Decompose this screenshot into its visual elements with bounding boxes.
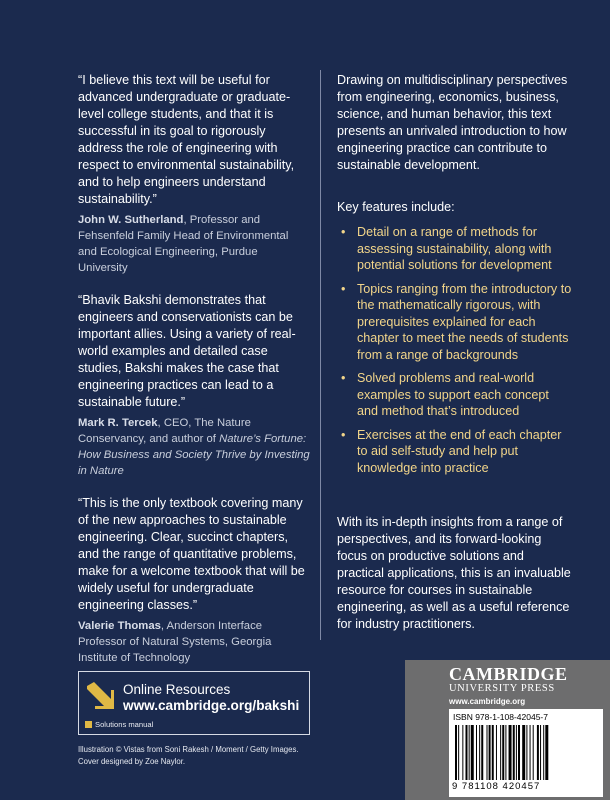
arrow-icon (85, 680, 115, 710)
design-credit: Cover designed by Zoe Naylor. (78, 757, 186, 766)
publisher-press: UNIVERSITY PRESS (449, 683, 555, 694)
bullet-icon: • (341, 427, 346, 442)
endorsement-attribution (78, 212, 310, 276)
isbn-barcode (449, 709, 603, 797)
endorser-name: John W. Sutherland (78, 214, 184, 226)
illustration-credit: Illustration © Vistas from Soni Rakesh / Moment / Getty Images. (78, 745, 299, 754)
endorsement-attribution (78, 415, 310, 479)
endorser-name: Mark R. Tercek (78, 417, 158, 429)
square-bullet-icon (85, 721, 92, 728)
endorsement-1 (78, 72, 310, 276)
online-resources-label: Online Resources (123, 682, 231, 697)
endorsements-column (78, 72, 310, 666)
solutions-manual-item: Solutions manual (85, 720, 153, 729)
publisher-name: CAMBRIDGE (449, 664, 568, 684)
bullet-icon: • (341, 371, 346, 385)
key-features-title: Key features include: (337, 200, 455, 214)
endorsement-2 (78, 292, 310, 479)
description-column (337, 72, 573, 633)
online-resources-url[interactable]: www.cambridge.org/bakshi (123, 698, 300, 713)
column-divider (320, 70, 321, 640)
feature-item: • Detail on a range of methods for assessing sustainability, along with potential solutions for development (341, 225, 552, 272)
endorser-affiliation: , Professor and Fehsenfeld Family Head of Environmental and Ecological Engineering, Purdue University (78, 214, 289, 274)
bullet-icon: • (341, 281, 346, 296)
publisher-panel (405, 660, 610, 800)
endorsement-quote: “This is the only textbook covering many of the new approaches to sustainable engineering. Clear, succinct chapters, and the range of quantitative problems, make for a welcome textbook that will be widely useful for undergraduate engineering classes.” (78, 496, 305, 612)
isbn-label: ISBN 978-1-108-42045-7 (453, 712, 548, 722)
cover-credits (78, 744, 318, 768)
bullet-icon: • (341, 225, 346, 239)
key-features-list (337, 224, 573, 476)
book-summary: With its in-depth insights from a range of perspectives, and its forward-looking focus on productive solutions and practical applications, this is an invaluable resource for courses in sustainable engineering, as well as a useful reference for industry practitioners. (337, 515, 571, 631)
endorser-name: Valerie Thomas (78, 620, 161, 632)
endorser-affiliation: , CEO, The Nature Conservancy, and author of (78, 417, 251, 445)
endorser-book-title: Nature’s Fortune: How Business and Society Thrive by Investing in Nature (78, 433, 310, 477)
online-resources-box (78, 671, 310, 735)
feature-item: • Topics ranging from the introductory to the mathematically rigorous, with prerequisites explained for each chapter to meet the needs of students from a range of backgrounds (341, 281, 572, 362)
endorsement-3 (78, 495, 310, 666)
endorser-affiliation: , Anderson Interface Professor of Natural Systems, Georgia Institute of Technology (78, 620, 272, 664)
feature-item: • Exercises at the end of each chapter to aid self-study and help put knowledge into practice (341, 427, 562, 475)
isbn-digits: 9 781108 420457 (452, 781, 541, 792)
publisher-url: www.cambridge.org (449, 697, 526, 706)
endorsement-quote: “I believe this text will be useful for advanced undergraduate or graduate-level college students, and that it is successful in its goal to rigorously address the role of engineering with respect to environmental sustainability, and to help engineers understand sustainability.” (78, 73, 295, 206)
endorsement-quote: “Bhavik Bakshi demonstrates that engineers and conservationists can be important allies. Using a variety of real-world examples and detailed case studies, Bakshi makes the case that engineering practices can lead to a sustainable future.” (78, 293, 296, 409)
book-intro: Drawing on multidisciplinary perspectives from engineering, economics, business, science, and human behavior, this text presents an unrivaled introduction to how engineering practice can contribute to sustainable development. (337, 73, 568, 172)
endorsement-attribution (78, 618, 310, 666)
barcode-icon (453, 725, 599, 780)
feature-item: • Solved problems and real-world examples to support each concept and method that’s introduced (341, 371, 549, 418)
